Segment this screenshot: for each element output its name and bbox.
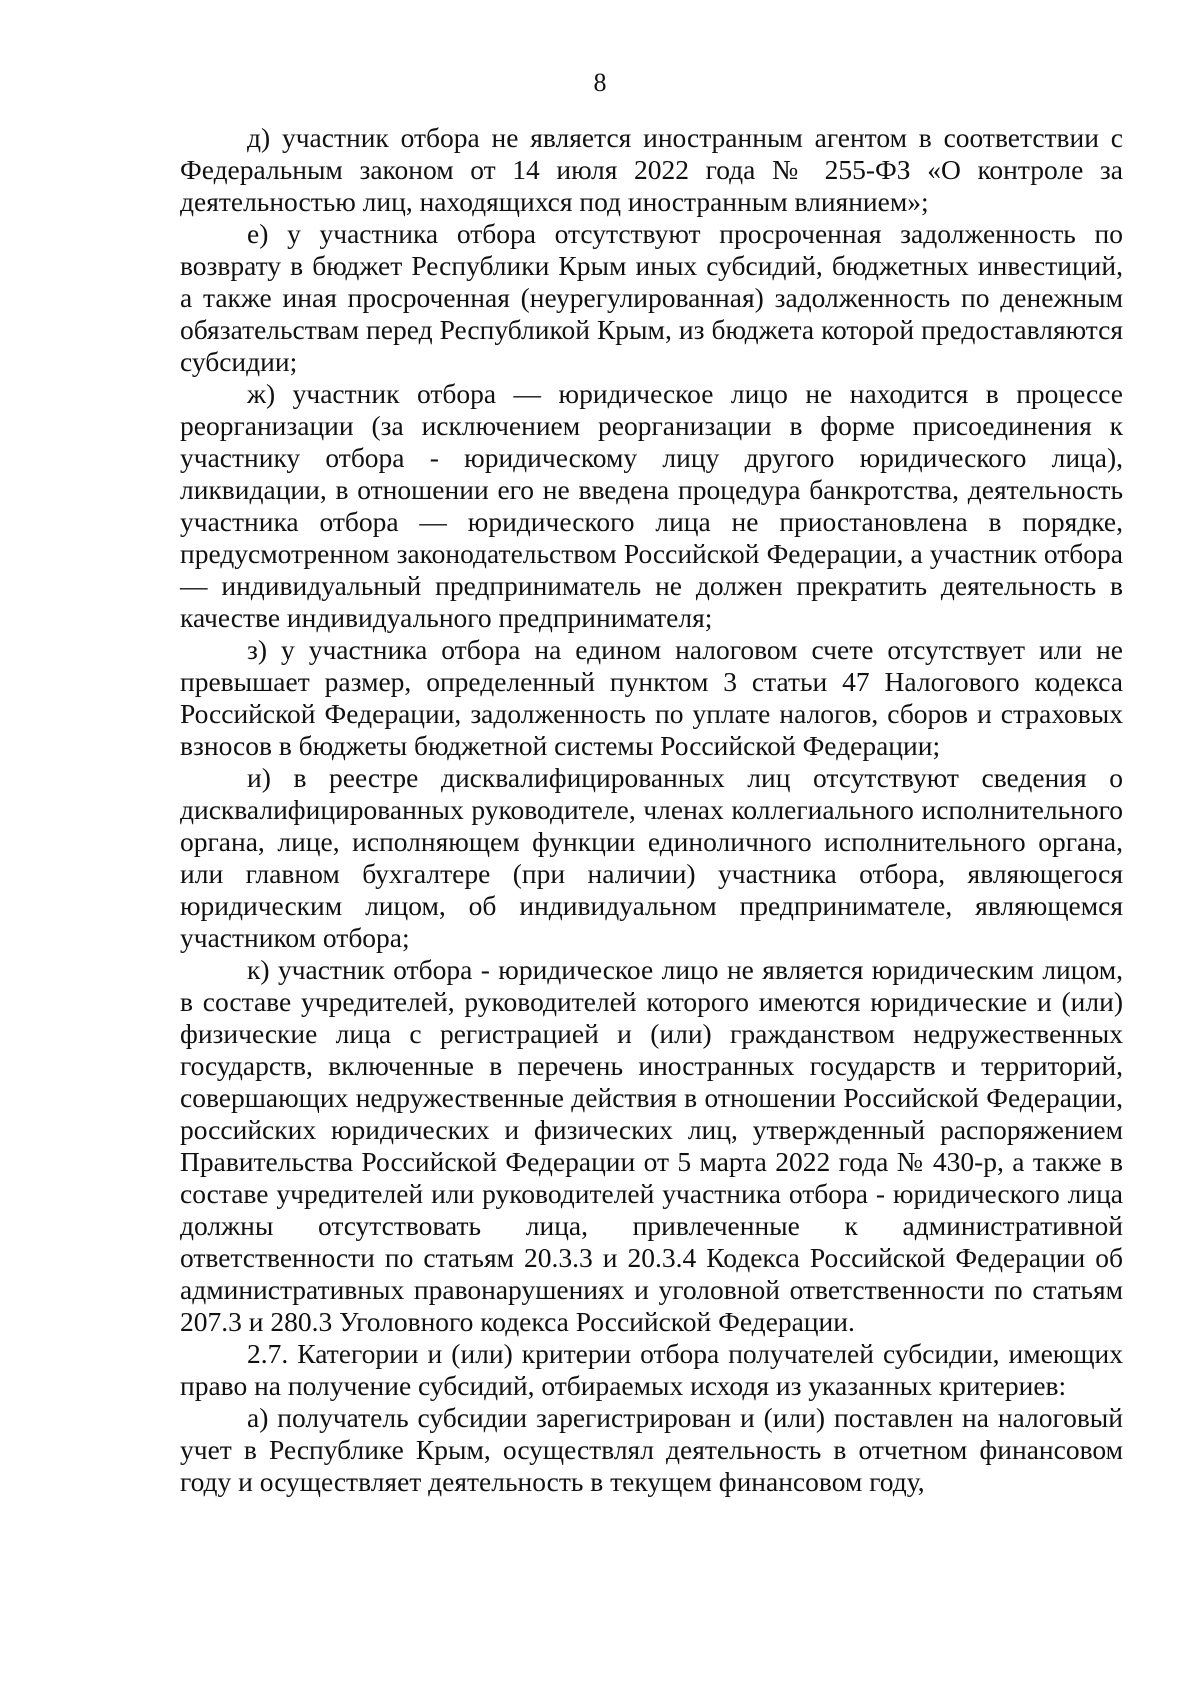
page-number: 8 <box>593 68 607 97</box>
paragraph-a: а) получатель субсидии зарегистрирован и (или) поставлен на налоговый учет в Республике Крым, осуществлял деятельность в отчетном финансовом году и осуществляет деятельность в текущем финансовом году, <box>180 1402 1123 1497</box>
paragraph-z: з) у участника отбора на едином налоговом счете отсутствует или не превышает размер, определенный пунктом 3 статьи 47 Налогового кодекса Российской Федерации, задолженность по уплате налогов, сборов и страховых взносов в бюджеты бюджетной системы Российской Федерации; <box>180 634 1123 761</box>
paragraph-k: к) участник отбора - юридическое лицо не является юридическим лицом, в составе учредителей, руководителей которого имеются юридические и (или) физические лица с регистрацией и (или) гражданством недружественных государств, включенные в перечень иностранных государств и территорий, совершающих недружественные действия в отношении Российской Федерации, российских юридических и физических лиц, утвержденный распоряжением Правительства Российской Федерации от 5 марта 2022 года № 430-р, а также в составе учредителей или руководителей участника отбора - юридического лица должны отсутствовать лица, привлеченные к административной ответственности по статьям 20.3.3 и 20.3.4 Кодекса Российской Федерации об административных правонарушениях и уголовной ответственности по статьям 207.3 и 280.3 Уголовного кодекса Российской Федерации. <box>180 954 1123 1337</box>
section-2-7-heading: 2.7. Категории и (или) критерии отбора получателей субсидии, имеющих право на получение субсидий, отбираемых исходя из указанных критериев: <box>180 1338 1123 1401</box>
paragraph-d: д) участник отбора не является иностранным агентом в соответствии с Федеральным законом от 14 июля 2022 года № 255-ФЗ «О контроле за деятельностью лиц, находящихся под иностранным влиянием»; <box>180 122 1123 217</box>
paragraph-e: е) у участника отбора отсутствуют просроченная задолженность по возврату в бюджет Республики Крым иных субсидий, бюджетных инвестиций, а также иная просроченная (неурегулированная) задолженность по денежным обязательствам перед Республикой Крым, из бюджета которой предоставляются субсидии; <box>180 218 1123 377</box>
paragraph-i: и) в реестре дисквалифицированных лиц отсутствуют сведения о дисквалифицированных руководителе, членах коллегиального исполнительного органа, лице, исполняющем функции единоличного исполнительного органа, или главном бухгалтере (при наличии) участника отбора, являющегося юридическим лицом, об индивидуальном предпринимателе, являющемся участником отбора; <box>180 762 1123 953</box>
document-body <box>180 122 1123 1498</box>
paragraph-zh: ж) участник отбора — юридическое лицо не находится в процессе реорганизации (за исключением реорганизации в форме присоединения к участнику отбора - юридическому лицу другого юридического лица), ликвидации, в отношении его не введена процедура банкротства, деятельность участника отбора — юридического лица не приостановлена в порядке, предусмотренном законодательством Российской Федерации, а участник отбора — индивидуальный предприниматель не должен прекратить деятельность в качестве индивидуального предпринимателя; <box>180 378 1123 633</box>
